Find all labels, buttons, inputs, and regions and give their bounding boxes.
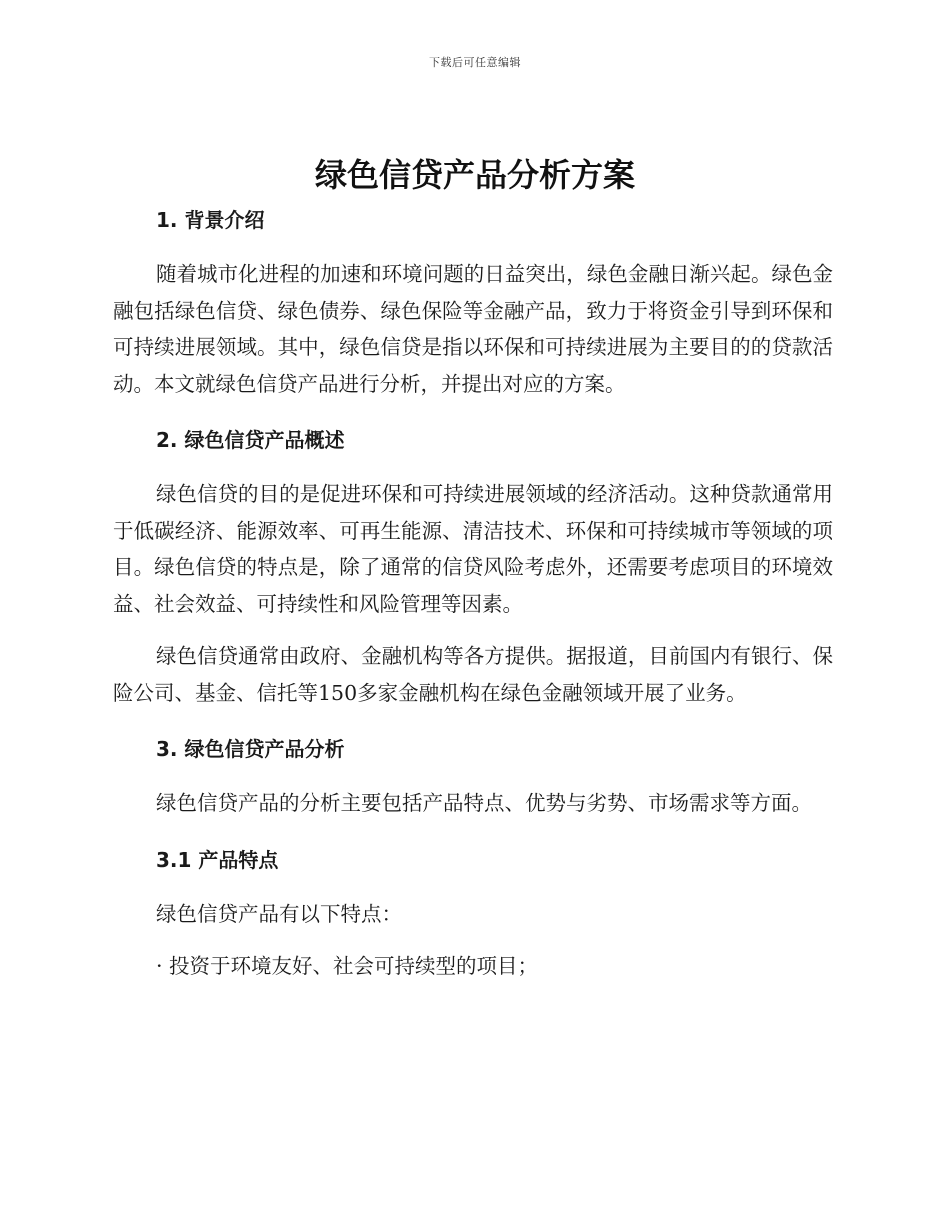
subsection-heading-features: 3.1 产品特点	[156, 847, 279, 872]
document-title: 绿色信贷产品分析方案	[314, 156, 635, 194]
features-intro: 绿色信贷产品有以下特点：	[156, 901, 402, 926]
page-header-note: 下载后可任意编辑	[429, 56, 521, 69]
document-body	[113, 200, 833, 985]
section-heading-analysis: 3. 绿色信贷产品分析	[156, 737, 345, 761]
features-list-item: · 投资于环境友好、社会可持续型的项目；	[156, 954, 539, 978]
paragraph-overview-2: 绿色信贷通常由政府、金融机构等各方提供。据报道，目前国内有银行、保险公司、基金、信托等150多家金融机构在绿色金融领域开展了业务。	[113, 644, 833, 705]
section-heading-background: 1. 背景介绍	[156, 208, 265, 232]
section-heading-overview: 2. 绿色信贷产品概述	[156, 428, 345, 452]
paragraph-background: 随着城市化进程的加速和环境问题的日益突出，绿色金融日渐兴起。绿色金融包括绿色信贷、绿色债券、绿色保险等金融产品，致力于将资金引导到环保和可持续进展领域。其中，绿色信贷是指以环保和可持续进展为主要目的的贷款活动。本文就绿色信贷产品进行分析，并提出对应的方案。	[113, 262, 833, 396]
paragraph-overview-1: 绿色信贷的目的是促进环保和可持续进展领域的经济活动。这种贷款通常用于低碳经济、能源效率、可再生能源、清洁技术、环保和可持续城市等领域的项目。绿色信贷的特点是，除了通常的信贷风险考虑外，还需要考虑项目的环境效益、社会效益、可持续性和风险管理等因素。	[113, 482, 833, 616]
paragraph-analysis: 绿色信贷产品的分析主要包括产品特点、优势与劣势、市场需求等方面。	[156, 791, 812, 815]
